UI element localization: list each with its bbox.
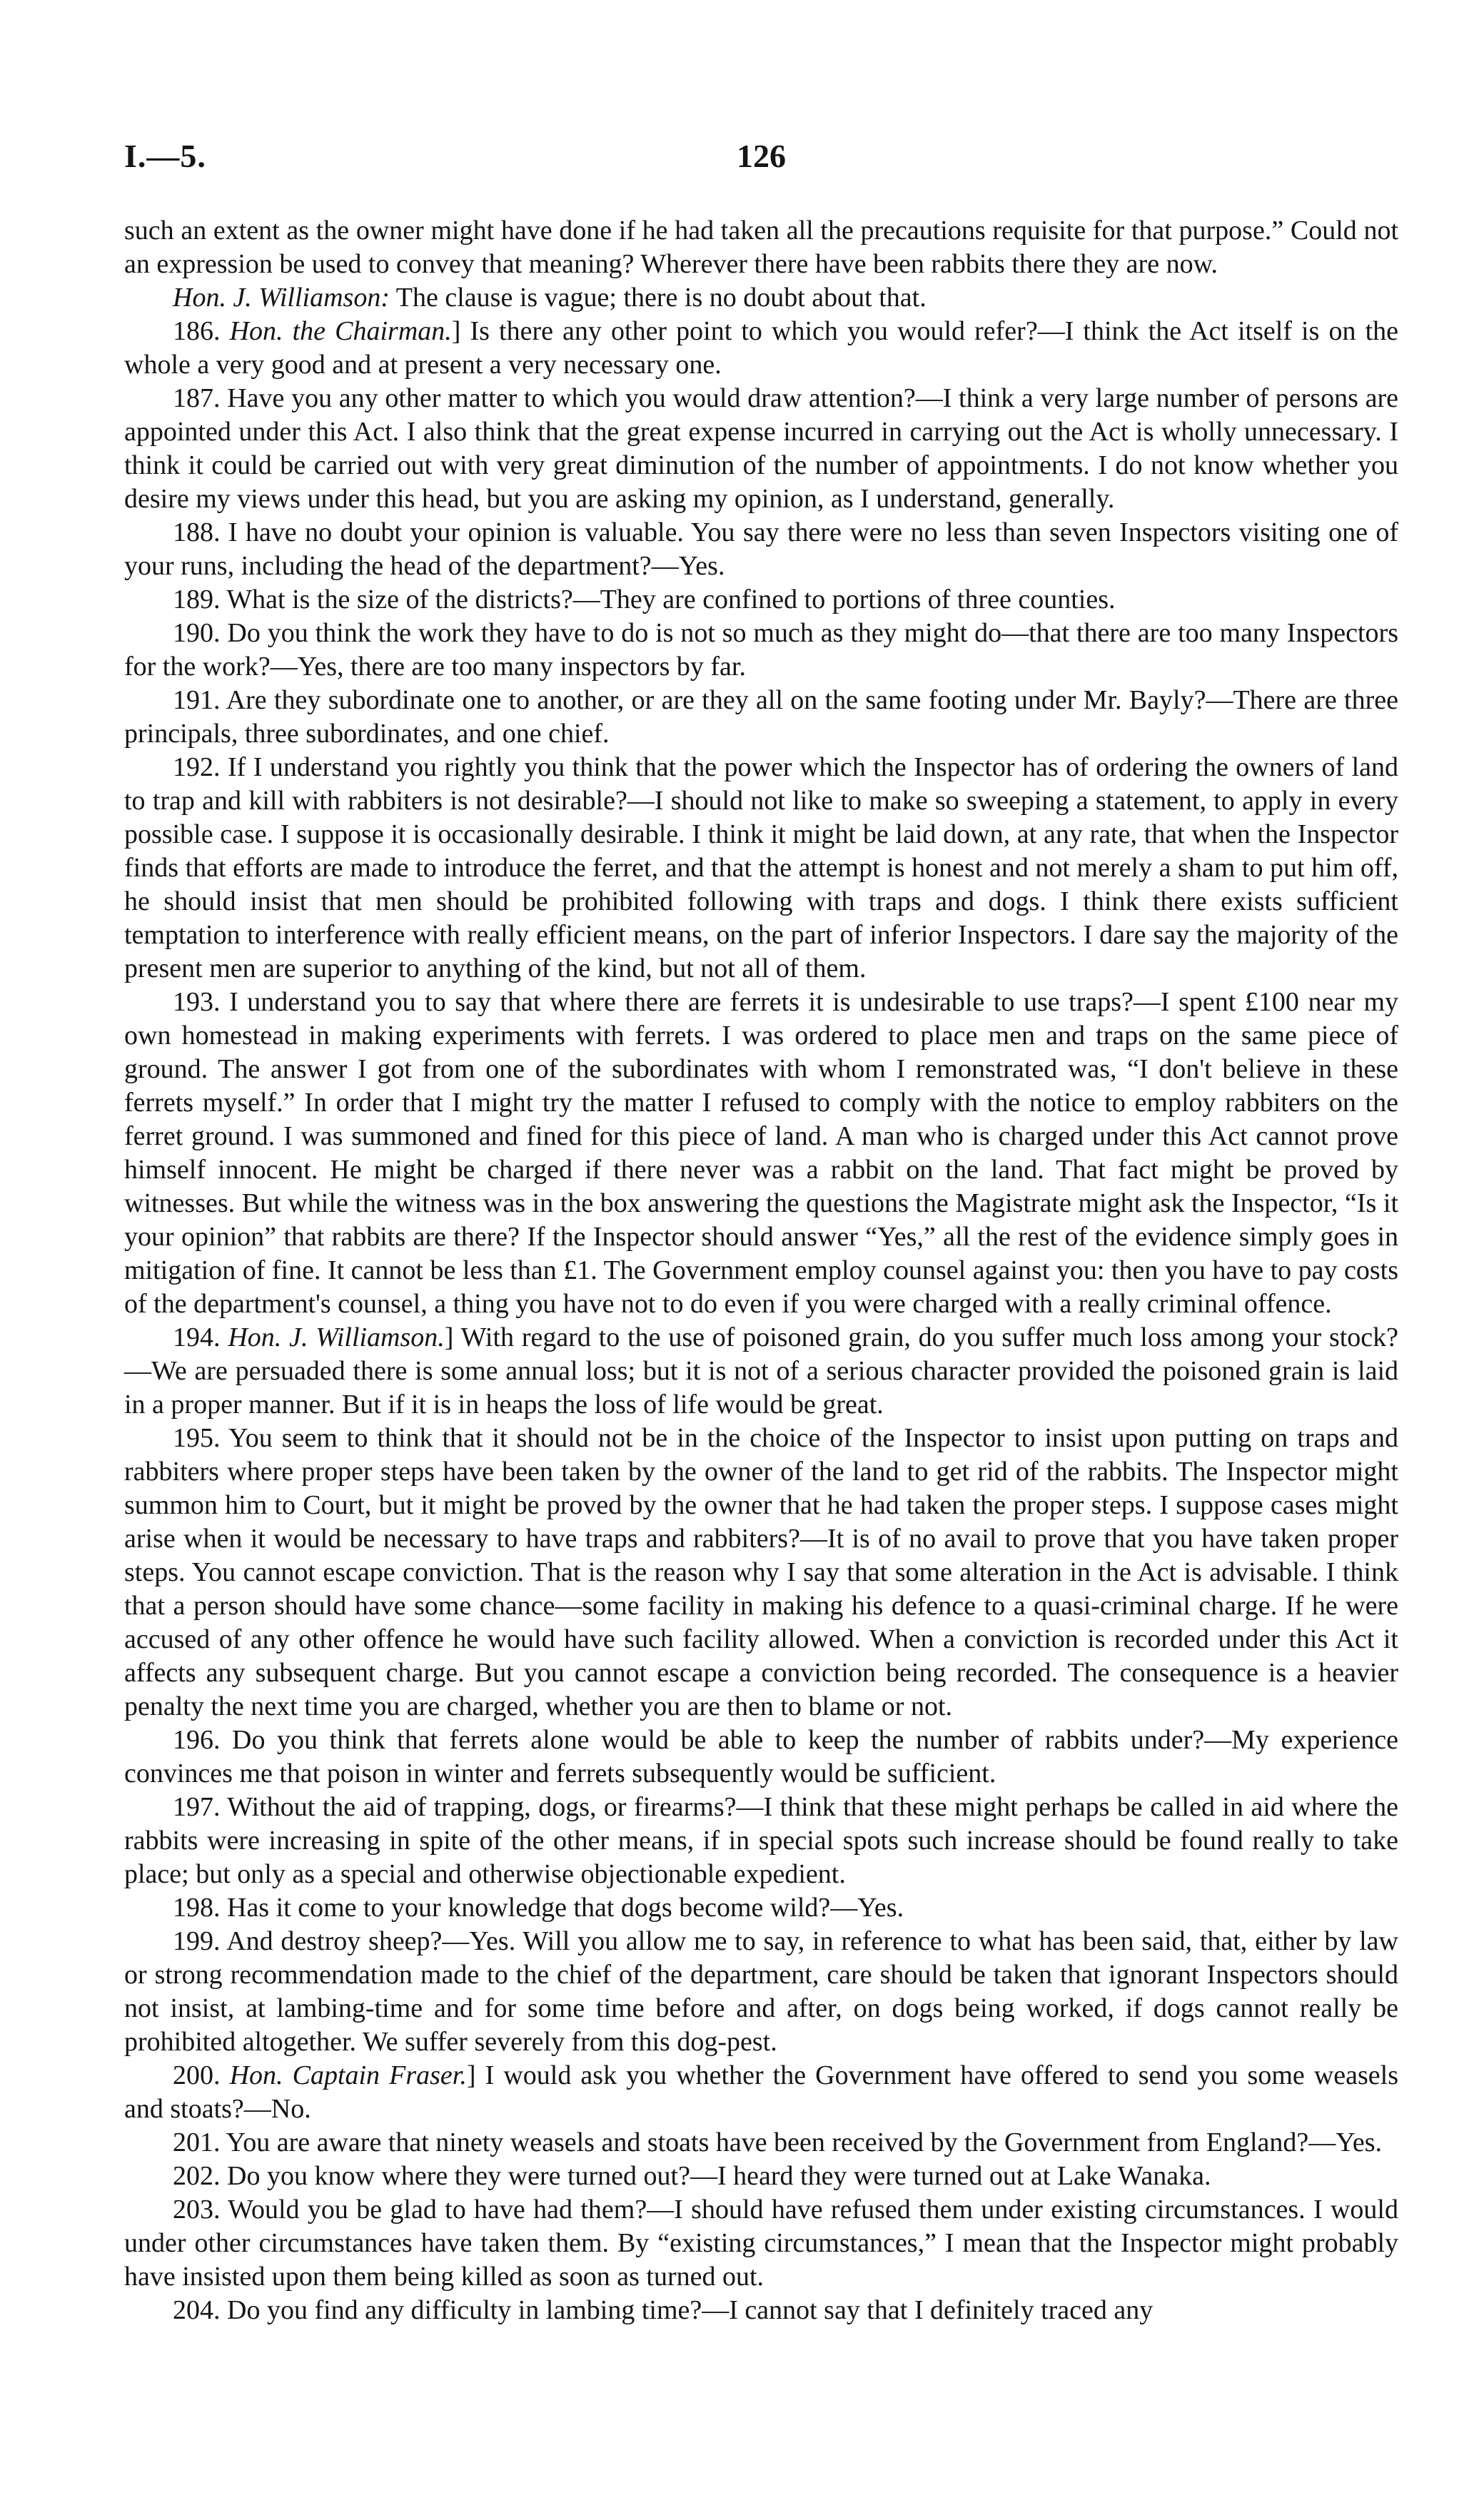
paragraph-204: [124, 2294, 1398, 2327]
paragraph-text: such an extent as the owner might have done if he had taken all the precautions requisite for that purpose.” Could not an expression be used to convey that meaning? Wherever there have been rabbits there they are now.: [124, 216, 1398, 279]
paragraph-192: [124, 751, 1398, 986]
paragraph-text: 195. You seem to think that it should not be in the choice of the Inspector to insist upon putting on traps and rabbiters where proper steps have been taken by the owner of the land to get rid of the rabbits. The Inspector might summon him to Court, but it might be proved by the owner that he had taken the proper steps. I suppose cases might arise when it would be necessary to have traps and rabbiters?—It is of no avail to prove that you have taken proper steps. You cannot escape conviction. That is the reason why I say that some alteration in the Act is advisable. I think that a person should have some chance—some facility in making his defence to a quasi-criminal charge. If he were accused of any other offence he would have such facility allowed. When a conviction is recorded under this Act it affects any subsequent charge. But you cannot escape a conviction being recorded. The consequence is a heavier penalty the next time you are charged, whether you are then to blame or not.: [124, 1423, 1398, 1721]
question-number: 186.: [173, 316, 230, 346]
paragraph-text: 201. You are aware that ninety weasels and stoats have been received by the Government from England?—Yes.: [173, 2127, 1383, 2157]
paragraph-text: 196. Do you think that ferrets alone would be able to keep the number of rabbits under?—My experience convinces me that poison in winter and ferrets subsequently would be sufficient.: [124, 1725, 1398, 1788]
paragraph-text: 199. And destroy sheep?—Yes. Will you allow me to say, in reference to what has been said, that, either by law or strong recommendation made to the chief of the department, care should be taken that ignorant Inspectors should not insist, at lambing-time and for some time before and after, on dogs being worked, if dogs cannot really be prohibited altogether. We suffer severely from this dog-pest.: [124, 1926, 1398, 2057]
paragraph-text: 188. I have no doubt your opinion is valuable. You say there were no less than seven Inspectors visiting one of your runs, including the head of the department?—Yes.: [124, 517, 1398, 581]
paragraph-text: 198. Has it come to your knowledge that dogs become wild?—Yes.: [173, 1893, 904, 1923]
paragraph-text: 203. Would you be glad to have had them?—I should have refused them under existing circumstances. I would under other circumstances have taken them. By “existing circumstances,” I mean that the Inspector might probably have insisted upon them being killed as soon as turned out.: [124, 2195, 1398, 2292]
paragraph-196: [124, 1724, 1398, 1791]
paragraph-195: [124, 1422, 1398, 1724]
paragraph-194: [124, 1321, 1398, 1422]
paragraph-text: 191. Are they subordinate one to another, or are they all on the same footing under Mr. Bayly?—There are three principals, three subordinates, and one chief.: [124, 685, 1398, 749]
paragraph-191: [124, 684, 1398, 751]
speaker-name: Hon. Captain Fraser.: [229, 2060, 467, 2090]
paragraph-text: ] I would ask you whether the Government have offered to send you some weasels and stoats?—No.: [124, 2060, 1399, 2124]
document-identifier: I.—5.: [124, 138, 206, 174]
page-number: 126: [737, 138, 786, 174]
page-header: [124, 0, 1398, 214]
paragraph-193: [124, 986, 1398, 1321]
paragraph-text: 187. Have you any other matter to which you would draw attention?—I think a very large number of persons are appointed under this Act. I also think that the great expense incurred in carrying out the Act is wholly unnecessary. I think it could be carried out with very great diminution of the number of appointments. I do not know whether you desire my views under this head, but you are asking my opinion, as I understand, generally.: [124, 383, 1398, 514]
paragraph-remark: [124, 281, 1398, 315]
paragraph-199: [124, 1925, 1398, 2059]
paragraph-text: 202. Do you know where they were turned out?—I heard they were turned out at Lake Wanaka.: [173, 2161, 1211, 2191]
paragraph-198: [124, 1891, 1398, 1925]
paragraph-text: ] Is there any other point to which you would refer?—I think the Act itself is on the whole a very good and at present a very necessary one.: [124, 316, 1398, 380]
question-number: 200.: [173, 2060, 230, 2090]
paragraph-190: [124, 617, 1398, 684]
paragraph-text: 193. I understand you to say that where there are ferrets it is undesirable to use traps?—I spent £100 near my own homestead in making experiments with ferrets. I was ordered to place men and traps on the same piece of ground. The answer I got from one of the subordinates with whom I remonstrated was, “I don't believe in these ferrets myself.” In order that I might try the matter I refused to comply with the notice to employ rabbiters on the ferret ground. I was summoned and fined for this piece of land. A man who is charged under this Act cannot prove himself innocent. He might be charged if there never was a rabbit on the land. That fact might be proved by witnesses. But while the witness was in the box answering the questions the Magistrate might ask the Inspector, “Is it your opinion” that rabbits are there? If the Inspector should answer “Yes,” all the rest of the evidence simply goes in mitigation of fine. It cannot be less than £1. The Government employ counsel against you: then you have to pay costs of the department's counsel, a thing you have not to do even if you were charged with a really criminal offence.: [124, 987, 1398, 1319]
paragraph-186: [124, 315, 1398, 382]
paragraph-202: [124, 2160, 1398, 2193]
paragraph-text: ] With regard to the use of poisoned grain, do you suffer much loss among your stock?—We are persuaded there is some annual loss; but it is not of a serious character provided the poisoned grain is laid in a proper manner. But if it is in heaps the loss of life would be great.: [124, 1322, 1399, 1420]
speaker-name: Hon. J. Williamson.: [228, 1322, 445, 1352]
paragraph-187: [124, 382, 1398, 516]
paragraph-text: 197. Without the aid of trapping, dogs, or firearms?—I think that these might perhaps be called in aid where the rabbits were increasing in spite of the other means, if in special spots such increase should be found really to take place; but only as a special and otherwise objectionable expedient.: [124, 1792, 1398, 1889]
question-number: 194.: [173, 1322, 228, 1352]
paragraph-text: 192. If I understand you rightly you think that the power which the Inspector has of ordering the owners of land to trap and kill with rabbiters is not desirable?—I should not like to make so sweeping a statement, to apply in every possible case. I suppose it is occasionally desirable. I think it might be laid down, at any rate, that when the Inspector finds that efforts are made to introduce the ferret, and that the attempt is honest and not merely a sham to put him off, he should insist that men should be prohibited following with traps and dogs. I think there exists sufficient temptation to interference with really efficient means, on the part of inferior Inspectors. I dare say the majority of the present men are superior to anything of the kind, but not all of them.: [124, 752, 1398, 983]
paragraph-189: [124, 583, 1398, 617]
paragraph-text: The clause is vague; there is no doubt about that.: [389, 283, 927, 313]
paragraph-201: [124, 2126, 1398, 2160]
paragraph-text: 204. Do you find any difficulty in lambing time?—I cannot say that I definitely traced any: [173, 2295, 1154, 2325]
paragraph-203: [124, 2193, 1398, 2294]
paragraph-188: [124, 516, 1398, 583]
document-page: [124, 0, 1398, 2520]
paragraph-text: 189. What is the size of the districts?—They are confined to portions of three counties.: [173, 585, 1116, 614]
paragraph-197: [124, 1791, 1398, 1891]
paragraph-200: [124, 2059, 1398, 2126]
speaker-name: Hon. the Chairman.: [229, 316, 452, 346]
paragraph-text: 190. Do you think the work they have to do is not so much as they might do—that there are too many Inspectors for the work?—Yes, there are too many inspectors by far.: [124, 618, 1398, 682]
document-body: [124, 214, 1398, 2327]
paragraph-continuation: [124, 214, 1398, 281]
speaker-name: Hon. J. Williamson:: [173, 283, 390, 313]
